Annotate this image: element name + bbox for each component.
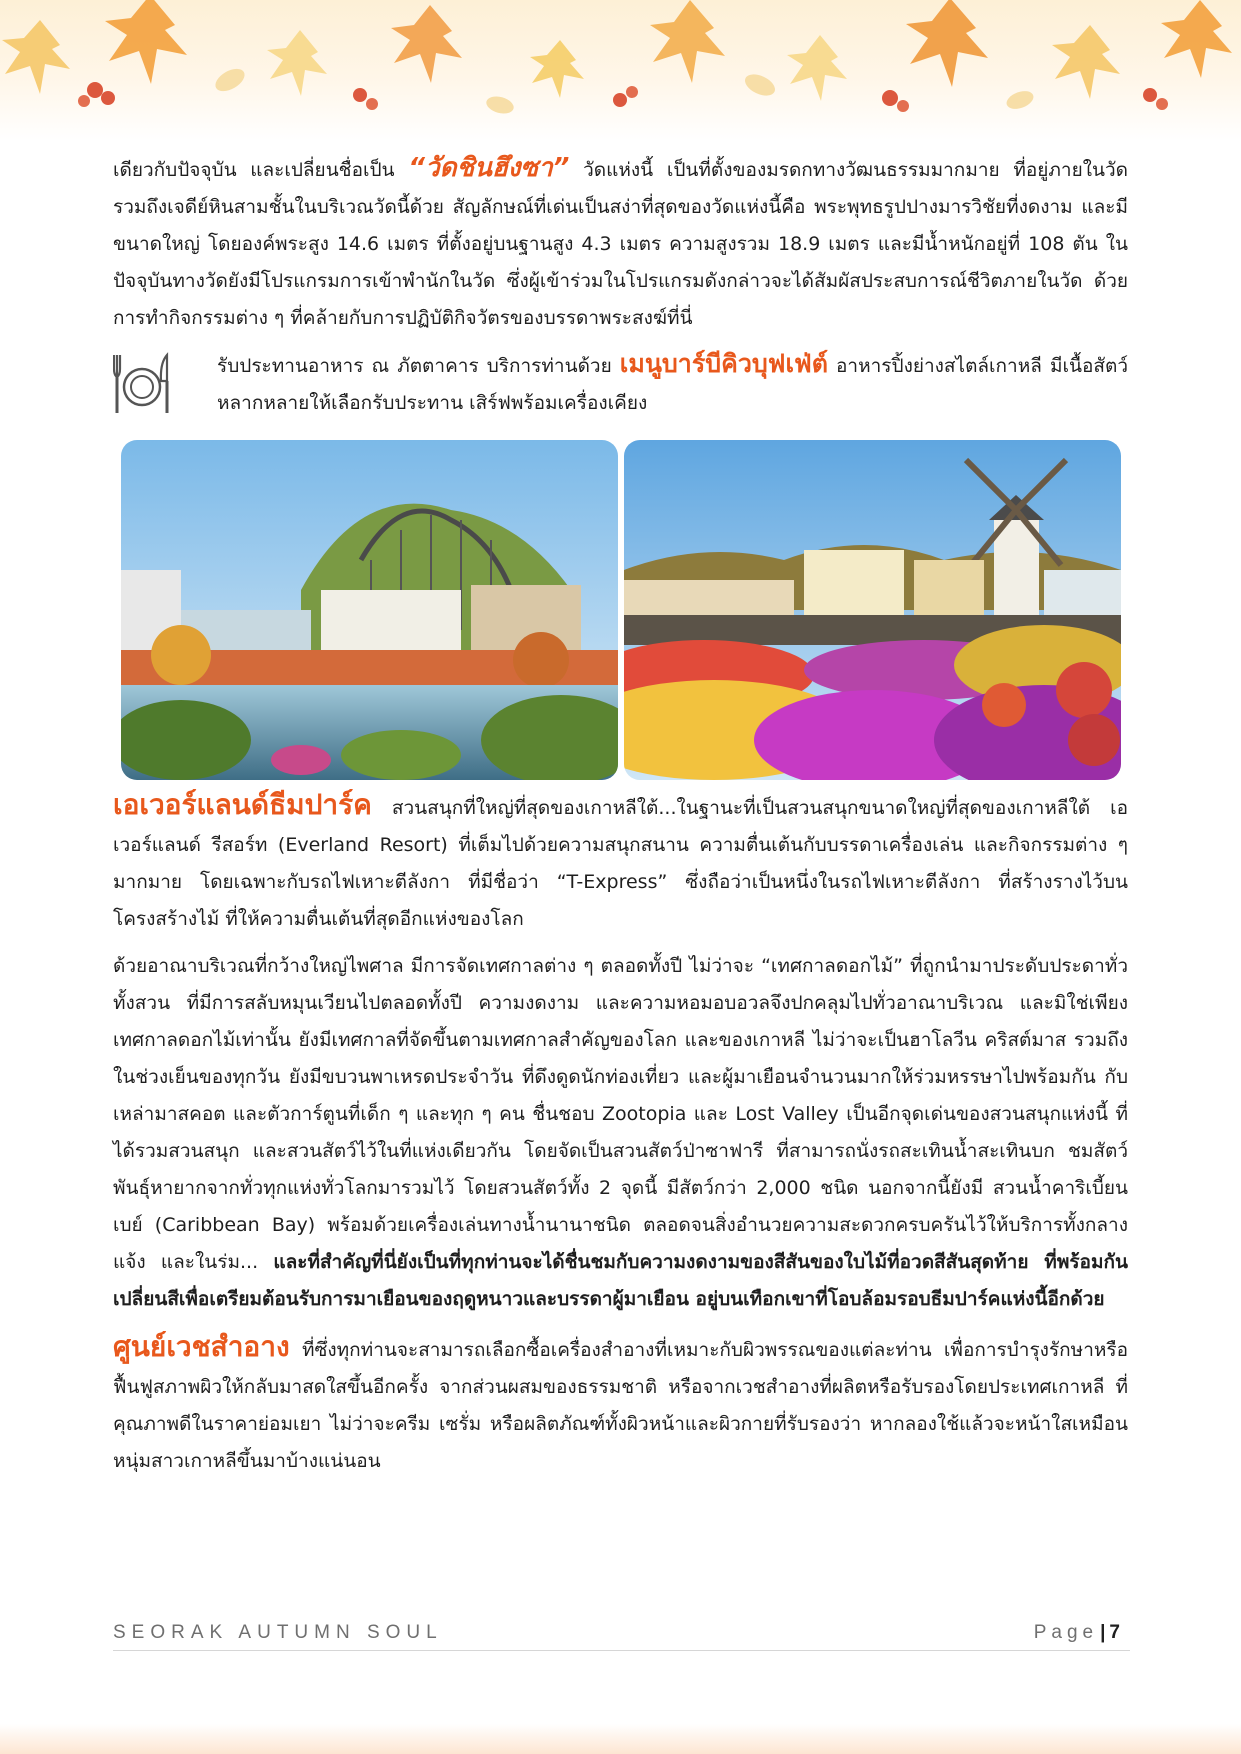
everland-title: เอเวอร์แลนด์ธีมปาร์ค [113, 788, 372, 821]
temple-name: “วัดชินฮึงซา” [408, 153, 570, 183]
temple-paragraph [113, 150, 1128, 337]
everland-festival-text: ด้วยอาณาบริเวณที่กว้างใหญ่ไพศาล มีการจัดเทศกาลต่าง ๆ ตลอดทั้งปี ไม่ว่าจะ “เทศกาลดอกไม้” ที่ถูกนำมาประดับประดาทั่วทั้งสวน ที่มีการสลับหมุนเวียนไปตลอดทั้งปี ความงดงาม และความหอมอบอวลจึงปกคลุมไปทั่วอาณาบริเวณ และมิใช่เพียงเทศกาลดอกไม้เท่านั้น ยังมีเทศกาลที่จัดขึ้นตามเทศกาลสำคัญของโลก และของเกาหลี ไม่ว่าจะเป็นฮาโลวีน คริสต์มาส รวมถึงในช่วงเย็นของทุกวัน ยังมีขบวนพาเหรดประจำวัน ที่ดึงดูดนักท่องเที่ยว และผู้มาเยือนจำนวนมากให้ร่วมหรรษาไปพร้อมกัน กับเหล่ามาสคอต และตัวการ์ตูนที่เด็ก ๆ และทุก ๆ คน ชื่นชอบ Zootopia และ Lost Valley เป็นอีกจุดเด่นของสวนสนุกแห่งนี้ ที่ได้รวมสวนสนุก และสวนสัตว์ไว้ในที่แห่งเดียวกัน โดยจัดเป็นสวนสัตว์ป่าซาฟารี ที่สามารถนั่งรถสะเทินน้ำสะเทินบก ชมสัตว์พันธุ์หายากจากทั่วทุกแห่งทั่วโลกมารวมไว้ โดยสวนสัตว์ทั้ง 2 จุดนี้ มีสัตว์กว่า 2,000 ชนิด นอกจากนี้ยังมี สวนน้ำคาริเบี้ยน เบย์ (Caribbean Bay) พร้อมด้วยเครื่องเล่นทางน้ำนานาชนิด ตลอดจนสิ่งอำนวยความสะดวกครบครันไว้ให้บริการทั้งกลางแจ้ง และในร่ม... [113, 955, 1128, 1273]
page-footer [113, 1620, 1130, 1651]
bottom-decor-band [0, 1724, 1241, 1754]
footer-separator: | [1100, 1622, 1106, 1643]
meal-text-start: รับประทานอาหาร ณ ภัตตาคาร บริการท่านด้วย [217, 355, 620, 377]
plate-fork-knife-icon [113, 349, 171, 419]
cosmetics-title: ศูนย์เวชสำอาง [113, 1330, 290, 1363]
everland-paragraph [113, 786, 1128, 938]
temple-text-start: เดียวกับปัจจุบัน และเปลี่ยนชื่อเป็น [113, 159, 409, 181]
meal-text-end: อาหารปิ้งย่างสไตล์เกาหลี มีเนื้อสัตว์หลากหลายให้เลือกรับประทาน เสิร์ฟพร้อมเครื่องเคียง [217, 355, 1128, 414]
everland-flower-garden-photo [624, 440, 1121, 780]
everland-festival-paragraph [113, 948, 1128, 1318]
meal-menu-name: เมนูบาร์บีคิวบุฟเฟ่ต์ [619, 349, 828, 378]
page-content [113, 150, 1128, 1480]
temple-text-body: วัดแห่งนี้ เป็นที่ตั้งของมรดกทางวัฒนธรรมมากมาย ที่อยู่ภายในวัด รวมถึงเจดีย์หินสามชั้นในบริเวณวัดนี้ด้วย สัญลักษณ์ที่เด่นเป็นสง่าที่สุดของวัดแห่งนี้คือ พระพุทธรูปปางมารวิชัยที่งดงาม และมีขนาดใหญ่ โดยองค์พระสูง 14.6 เมตร ที่ตั้งอยู่บนฐานสูง 4.3 เมตร ความสูงรวม 18.9 เมตร และมีน้ำหนักอยู่ที่ 108 ตัน ในปัจจุบันทางวัดยังมีโปรแกรมการเข้าพำนักในวัด ซึ่งผู้เข้าร่วมในโปรแกรมดังกล่าวจะได้สัมผัสประสบการณ์ชีวิตภายในวัด ด้วยการทำกิจกรรมต่าง ๆ ที่คล้ายกับการปฏิบัติกิจวัตรของบรรดาพระสงฆ์ที่นี่ [113, 159, 1128, 329]
footer-page-label: Page [1033, 1622, 1099, 1643]
footer-page-info [1034, 1622, 1120, 1644]
meal-text [217, 345, 1128, 422]
cosmetics-paragraph [113, 1328, 1128, 1480]
everland-photos [121, 440, 1121, 780]
meal-row [113, 345, 1128, 422]
cosmetics-text: ที่ซึ่งทุกท่านจะสามารถเลือกซื้อเครื่องสำอางที่เหมาะกับผิวพรรณของแต่ละท่าน เพื่อการบำรุงรักษาหรือฟื้นฟูสภาพผิวให้กลับมาสดใสขึ้นอีกครั้ง จากส่วนผสมของธรรมชาติ หรือจากเวชสำอางที่ผลิตหรือรับรองโดยประเทศเกาหลี ที่คุณภาพดีในราคาย่อมเยา ไม่ว่าจะครีม เซรั่ม หรือผลิตภัณฑ์ทั้งผิวหน้าและผิวกายที่รับรองว่า หากลองใช้แล้วจะหน้าใสเหมือนหนุ่มสาวเกาหลีขึ้นมาบ้างแน่นอน [113, 1339, 1128, 1472]
everland-text: สวนสนุกที่ใหญ่ที่สุดของเกาหลีใต้...ในฐานะที่เป็นสวนสนุกขนาดใหญ่ที่สุดของเกาหลีใต้ เอเวอร์แลนด์ รีสอร์ท (Everland Resort) ที่เต็มไปด้วยความสนุกสนาน ความตื่นเต้นกับบรรดาเครื่องเล่น และกิจกรรมต่าง ๆ มากมาย โดยเฉพาะกับรถไฟเหาะตีลังกา ที่มีชื่อว่า “T-Express” ซึ่งถือว่าเป็นหนึ่งในรถไฟเหาะตีลังกา ที่สร้างรางไว้บนโครงสร้างไม้ ที่ให้ความตื่นเต้นที่สุดอีกแห่งของโลก [113, 797, 1128, 930]
autumn-leaves-banner [0, 0, 1241, 140]
footer-page-number: 7 [1109, 1622, 1120, 1643]
autumn-leaves-decoration [0, 0, 1241, 140]
everland-rollercoaster-photo [121, 440, 618, 780]
footer-brand: SEORAK AUTUMN SOUL [113, 1622, 443, 1643]
everland-autumn-highlight: และที่สำคัญที่นี่ยังเป็นที่ทุกท่านจะได้ชื่นชมกับความงดงามของสีสันของใบไม้ที่อวดสีสันสุดท้าย ที่พร้อมกันเปลี่ยนสีเพื่อเตรียมต้อนรับการมาเยือนของฤดูหนาวและบรรดาผู้มาเยือน อยู่บนเทือกเขาที่โอบล้อมรอบธีมปาร์คแห่งนี้อีกด้วย [113, 1251, 1128, 1310]
